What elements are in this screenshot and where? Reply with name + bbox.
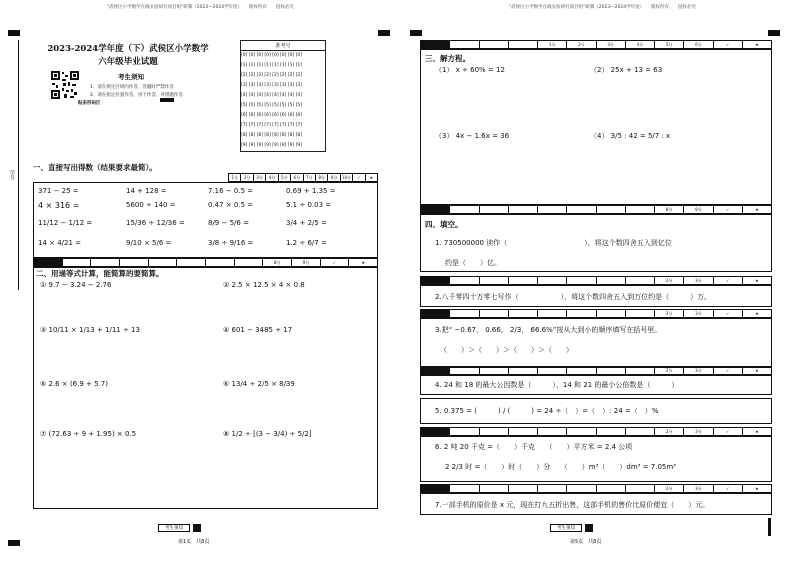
score-cell[interactable]: 9分 [292, 259, 321, 266]
notice-line: 1．请在规定区域内作答，答题时严禁作答 [90, 85, 174, 90]
star-icon[interactable]: ★ [369, 175, 374, 180]
side-margin [8, 40, 22, 300]
strip-cell [206, 259, 235, 266]
fill-question: 3.把“ −0.67， 0.66， 2/3， 66.6%”按从大到小的顺序填写在括号里。 [435, 326, 662, 334]
alignment-marker [8, 540, 20, 546]
student-id-grid[interactable] [240, 40, 326, 152]
fill-question: 7.一部手机的原价是 x 元，现在打九五折出售，这部手机的售价比原价便宜（ ）元。 [435, 501, 710, 509]
strip-cell [480, 277, 509, 284]
score-cell[interactable]: 3分 [254, 174, 266, 181]
score-cell[interactable]: 3分 [684, 428, 713, 435]
check-icon[interactable]: ✓ [714, 310, 743, 317]
margin-line [18, 40, 19, 290]
strip-cell [480, 206, 509, 213]
strip-cell [538, 310, 567, 317]
score-cell[interactable]: 3分 [684, 367, 713, 374]
strip-cell [567, 206, 596, 213]
oral-calc: 7.16 − 0.5 = [208, 187, 254, 195]
strip-cell [120, 259, 149, 266]
strip-cell [509, 206, 538, 213]
strip-cell [235, 259, 264, 266]
strip-cell [626, 310, 655, 317]
oral-calc: 15/36 ÷ 12/36 = [126, 219, 185, 227]
score-cell[interactable]: 1分 [229, 174, 241, 181]
star-icon[interactable]: ★ [755, 429, 759, 434]
equation: （1） x ÷ 60% = 12 [435, 66, 505, 74]
score-cell[interactable]: 2分 [655, 277, 684, 284]
fill-question: 4. 24 和 18 的最大公因数是（ ），14 和 21 的最小公倍数是（ ） [435, 381, 679, 389]
calc-problem: ⑦ (72.63 ÷ 9 + 1.95) × 0.5 [40, 430, 137, 438]
strip-cell [567, 310, 596, 317]
score-strip[interactable] [420, 427, 772, 436]
strip-cell [450, 277, 479, 284]
strip-cell [421, 367, 450, 374]
star-icon[interactable]: ★ [755, 368, 759, 373]
check-icon[interactable]: ✓ [353, 174, 365, 181]
star-icon[interactable]: ★ [755, 278, 759, 283]
strip-cell [538, 428, 567, 435]
strip-cell [421, 310, 450, 317]
check-icon[interactable]: ✓ [714, 428, 743, 435]
id-row: [9] [9] [9] [9] [9] [9] [9] [9] [241, 143, 303, 148]
calc-problem: ⑤ 2.6 × (6.9 + 5.7) [40, 380, 108, 388]
footer-mark [585, 524, 593, 532]
calc-problem: ③ 10/11 × 1/13 + 1/11 ÷ 13 [40, 326, 140, 334]
strip-cell [509, 41, 538, 48]
page-header: "武侯区小学数学在线实验研究项目组"研制（2023—2024学年度） 版权所有 侵权必究 [509, 5, 696, 10]
check-icon[interactable]: ✓ [714, 41, 743, 48]
score-cell[interactable]: 2分 [655, 428, 684, 435]
score-cell[interactable]: 6分 [684, 41, 713, 48]
calc-problem: ② 2.5 × 12.5 × 4 × 0.8 [223, 281, 305, 289]
check-icon[interactable]: ✓ [321, 259, 350, 266]
alignment-marker [378, 30, 390, 36]
check-icon[interactable]: ✓ [714, 206, 743, 213]
calc-problem: ① 9.7 − 3.24 − 2.76 [40, 281, 112, 289]
footer-box: 考生须知 [158, 524, 190, 532]
score-cell[interactable]: 3分 [684, 310, 713, 317]
score-cell[interactable]: 5分 [279, 174, 291, 181]
oral-calc: 0.69 + 1.35 = [286, 187, 336, 195]
exam-title: 2023-2024学年度（下）武侯区小学数学 [47, 44, 209, 54]
barcode-mark [160, 98, 174, 102]
strip-cell [509, 367, 538, 374]
oral-calc: 5600 ÷ 140 = [126, 201, 176, 209]
strip-cell [626, 367, 655, 374]
score-cell[interactable]: 6分 [291, 174, 303, 181]
score-cell[interactable]: 4分 [626, 41, 655, 48]
calc-problem: ⑥ 13/4 ÷ 2/5 × 8/39 [223, 380, 295, 388]
score-strip[interactable] [420, 366, 772, 375]
score-cell[interactable]: 8分 [316, 174, 328, 181]
strip-cell [626, 428, 655, 435]
strip-cell [567, 277, 596, 284]
equation: （4） 3/5 : 42 = 5/7 : x [590, 132, 671, 140]
strip-cell [597, 485, 626, 492]
section-title: 二、用递等式计算，能简算的要简算。 [36, 269, 164, 278]
score-cell[interactable]: 2分 [567, 41, 596, 48]
score-strip[interactable] [420, 484, 772, 493]
score-strip[interactable] [228, 173, 378, 182]
score-cell[interactable]: 2分 [655, 310, 684, 317]
check-icon[interactable]: ✓ [714, 277, 743, 284]
score-strip[interactable] [420, 205, 772, 214]
page-header: "武侯区小学数学在线实验研究项目组"研制（2023—2024学年度） 版权所有 侵权必究 [107, 5, 294, 10]
star-icon[interactable]: ★ [755, 207, 759, 212]
score-cell[interactable]: 3分 [684, 277, 713, 284]
strip-cell [567, 428, 596, 435]
strip-cell [597, 310, 626, 317]
check-icon[interactable]: ✓ [714, 485, 743, 492]
exam-subtitle: 六年级毕业试题 [98, 57, 158, 67]
id-row: [0] [0] [0] [0] [0] [0] [0] [0] [241, 53, 303, 58]
alignment-marker [410, 30, 422, 36]
score-strip[interactable] [420, 40, 772, 49]
oral-calc: 14 × 4/21 = [38, 239, 82, 247]
fill-question: 2.八千零四十万零七写作（ ），将这个数四舍五入到万位约是（ ）万。 [435, 293, 712, 301]
score-strip[interactable] [420, 309, 772, 318]
score-cell[interactable]: 3分 [597, 41, 626, 48]
score-strip[interactable] [420, 276, 772, 285]
strip-cell [480, 41, 509, 48]
strip-cell [149, 259, 178, 266]
strip-cell [450, 206, 479, 213]
barcode-label: 贴条形码区 [78, 101, 101, 106]
score-cell[interactable]: 4分 [266, 174, 278, 181]
id-row: [7] [7] [7] [7] [7] [7] [7] [7] [241, 123, 303, 128]
score-cell[interactable]: 10分 [341, 174, 353, 181]
score-cell[interactable]: 1分 [538, 41, 567, 48]
score-cell[interactable]: 2分 [655, 367, 684, 374]
strip-cell [626, 485, 655, 492]
calc-problem: ⑧ 1/2 ÷ [(3 − 3/4) ÷ 5/2] [223, 430, 312, 438]
score-cell[interactable]: 8分 [655, 206, 684, 213]
strip-cell [597, 367, 626, 374]
alignment-marker [768, 30, 780, 36]
strip-cell [450, 485, 479, 492]
strip-cell [421, 41, 450, 48]
id-row: [5] [5] [5] [5] [5] [5] [5] [5] [241, 103, 303, 108]
star-icon[interactable]: ★ [755, 486, 759, 491]
id-grid-header: 准考号 [241, 41, 325, 51]
strip-cell [480, 428, 509, 435]
strip-cell [567, 367, 596, 374]
strip-cell [480, 367, 509, 374]
strip-cell [421, 485, 450, 492]
fill-question: 约是（ ）亿。 [445, 259, 501, 267]
oral-calc: 4 × 316 = [38, 201, 80, 210]
strip-cell [509, 277, 538, 284]
strip-cell [450, 310, 479, 317]
strip-cell [421, 428, 450, 435]
oral-calc: 1.2 ÷ 6/7 = [286, 239, 327, 247]
strip-cell [597, 206, 626, 213]
score-cell[interactable]: 7分 [304, 174, 316, 181]
notice-line: 2．请在指定位置作答，用于作答，对错题作答 [90, 93, 183, 98]
strip-cell [480, 310, 509, 317]
score-cell[interactable]: 2分 [241, 174, 253, 181]
oral-calc: 5.1 ÷ 0.03 = [286, 201, 332, 209]
oral-calc: 11/12 − 1/12 = [38, 219, 93, 227]
oral-calc: 371 − 25 = [38, 187, 79, 195]
score-cell[interactable]: 3分 [684, 485, 713, 492]
fill-question: 5. 0.375 = ( ) / ( ) = 24 ÷（ ）=（ ）: 24 =（ ）% [435, 407, 659, 415]
fill-question: 1. 730500000 读作（ ），将这个数四舍五入到亿位 [435, 239, 672, 247]
strip-cell [597, 277, 626, 284]
score-strip[interactable] [33, 258, 378, 267]
strip-cell [421, 277, 450, 284]
id-row: [1] [1] [1] [1] [1] [1] [1] [1] [241, 63, 303, 68]
strip-cell [538, 485, 567, 492]
star-icon[interactable]: ★ [755, 311, 759, 316]
oral-calc: 3/8 ÷ 9/16 = [208, 239, 254, 247]
oral-calc: 0.47 × 0.5 = [208, 201, 254, 209]
strip-cell [538, 206, 567, 213]
fill-question: 2 2/3 时 =（ ）时（ ）分 （ ）m³（ ）dm³ = 7.05m³ [445, 463, 676, 471]
section-title: 一、直接写出得数（结果要求最简）。 [33, 163, 157, 172]
strip-cell [450, 428, 479, 435]
score-cell[interactable]: 9分 [684, 206, 713, 213]
id-row: [8] [8] [8] [8] [8] [8] [8] [8] [241, 133, 303, 138]
oral-calc: 14 + 128 = [126, 187, 167, 195]
strip-cell [538, 367, 567, 374]
fill-question: （ ）＞（ ）＞（ ）＞（ ） [440, 346, 573, 354]
fill-question: 6. 2 吨 20 千克 =（ ）千克 （ ）平方米 = 2.4 公顷 [435, 443, 633, 451]
strip-cell [509, 485, 538, 492]
exam-page-5 [410, 0, 794, 561]
id-row: [3] [3] [3] [3] [3] [3] [3] [3] [241, 83, 303, 88]
score-cell[interactable]: 2分 [655, 485, 684, 492]
strip-cell [63, 259, 92, 266]
strip-cell [34, 259, 63, 266]
footer-mark [193, 524, 201, 532]
strip-cell [626, 206, 655, 213]
score-cell[interactable]: 5分 [655, 41, 684, 48]
alignment-marker [768, 518, 771, 536]
oral-calc: 9/10 × 5/6 = [126, 239, 172, 247]
strip-cell [567, 485, 596, 492]
side-label: 学号 [9, 170, 15, 180]
section-title: 四、填空。 [425, 220, 463, 229]
strip-cell [626, 277, 655, 284]
strip-cell [450, 367, 479, 374]
equation: （2） 25x + 13 = 63 [590, 66, 663, 74]
strip-cell [450, 41, 479, 48]
section2-frame [33, 267, 378, 509]
score-cell[interactable]: 8分 [263, 259, 292, 266]
score-cell[interactable]: 9分 [328, 174, 340, 181]
id-row: [4] [4] [4] [4] [4] [4] [4] [4] [241, 93, 303, 98]
notice-title: 考生须知 [118, 73, 144, 81]
qr-code [50, 70, 80, 100]
page-number: 第1页 共8页 [178, 539, 210, 545]
strip-cell [538, 277, 567, 284]
strip-cell [91, 259, 120, 266]
exam-page-1 [8, 0, 393, 561]
oral-calc: 3/4 + 2/5 = [286, 219, 327, 227]
strip-cell [597, 428, 626, 435]
equation: （3） 4x − 1.6x = 36 [435, 132, 510, 140]
strip-cell [177, 259, 206, 266]
alignment-marker [8, 30, 20, 36]
oral-calc: 8/9 − 5/6 = [208, 219, 249, 227]
footer-box: 考生须知 [550, 524, 582, 532]
page-number: 第5页 共8页 [570, 539, 602, 545]
section-title: 三、解方程。 [425, 54, 470, 63]
star-icon[interactable]: ★ [755, 42, 759, 47]
strip-cell [509, 428, 538, 435]
calc-problem: ④ 601 − 3485 ÷ 17 [223, 326, 293, 334]
id-row: [6] [6] [6] [6] [6] [6] [6] [6] [241, 113, 303, 118]
id-row: [2] [2] [2] [2] [2] [2] [2] [2] [241, 73, 303, 78]
strip-cell [480, 485, 509, 492]
check-icon[interactable]: ✓ [714, 367, 743, 374]
star-icon[interactable]: ★ [361, 260, 366, 265]
strip-cell [421, 206, 450, 213]
strip-cell [509, 310, 538, 317]
